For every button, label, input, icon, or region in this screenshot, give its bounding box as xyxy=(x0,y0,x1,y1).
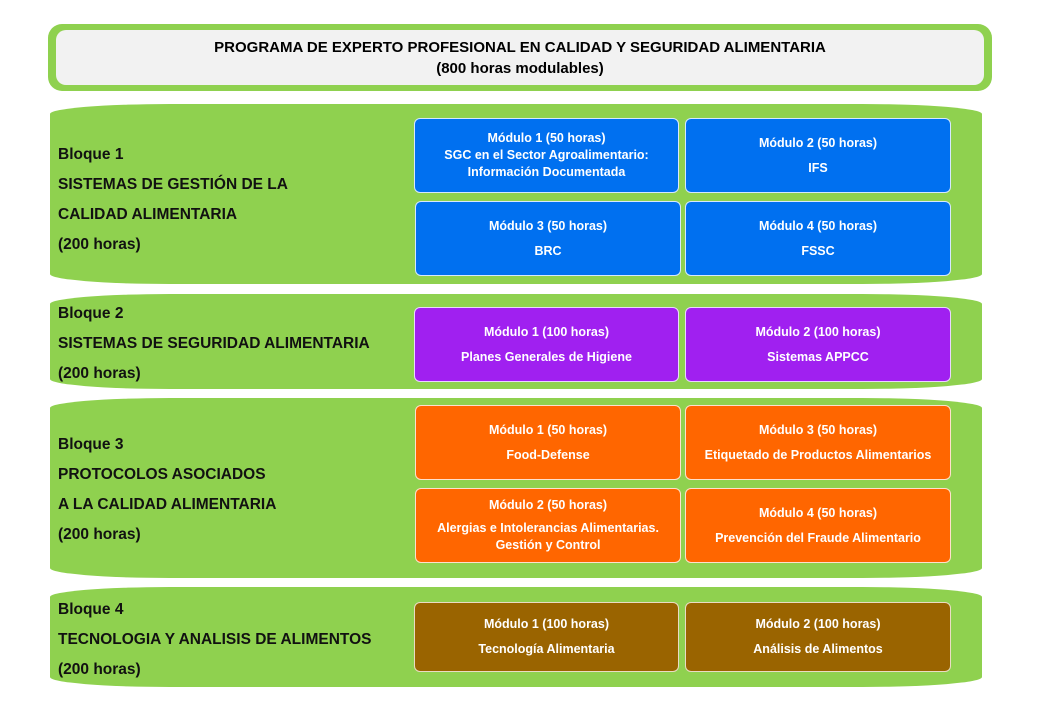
block-2-module-2 xyxy=(685,307,951,382)
module-title: Módulo 1 (50 horas) xyxy=(487,131,606,145)
module-desc: Gestión y Control xyxy=(495,538,601,552)
module-desc: Etiquetado de Productos Alimentarios xyxy=(704,447,932,462)
module-desc: Información Documentada xyxy=(467,165,626,179)
block-4-module-1 xyxy=(414,602,679,672)
block-1-label: Bloque 1 xyxy=(58,146,124,163)
module-desc: Food-Defense xyxy=(506,447,590,462)
module-desc: Análisis de Alimentos xyxy=(753,642,883,656)
block-4-hours: (200 horas) xyxy=(58,661,141,678)
module-title: Módulo 2 (50 horas) xyxy=(758,135,878,150)
module-desc: BRC xyxy=(534,243,562,258)
block-1-module-3 xyxy=(415,201,681,276)
program-title: PROGRAMA DE EXPERTO PROFESIONAL EN CALIDAD Y SEGURIDAD ALIMENTARIA xyxy=(214,38,826,56)
block-3-hours: (200 horas) xyxy=(58,526,141,543)
program-header-panel xyxy=(56,30,984,85)
block-2-hours: (200 horas) xyxy=(58,365,141,382)
block-2-title xyxy=(58,299,370,389)
module-desc: SGC en el Sector Agroalimentario: xyxy=(444,148,649,162)
block-3-module-1 xyxy=(415,405,681,480)
block-1-module-1 xyxy=(414,118,679,193)
block-3-module-4 xyxy=(685,488,951,563)
block-1-name-line: CALIDAD ALIMENTARIA xyxy=(58,206,238,223)
block-4 xyxy=(50,587,982,687)
module-desc: Prevención del Fraude Alimentario xyxy=(715,530,921,545)
block-4-label: Bloque 4 xyxy=(58,601,124,618)
block-1-hours: (200 horas) xyxy=(58,236,141,253)
module-desc: Tecnología Alimentaria xyxy=(478,642,615,656)
module-title: Módulo 1 (100 horas) xyxy=(483,324,610,339)
module-desc: Sistemas APPCC xyxy=(767,349,869,364)
block-3-module-2 xyxy=(415,488,681,563)
block-1 xyxy=(50,104,982,284)
block-2-label: Bloque 2 xyxy=(58,305,124,322)
block-4-module-2 xyxy=(685,602,951,672)
block-3-title xyxy=(58,430,276,550)
program-header xyxy=(48,24,992,91)
module-desc: FSSC xyxy=(801,243,835,258)
block-4-title xyxy=(58,595,371,685)
block-3-module-3 xyxy=(685,405,951,480)
module-title: Módulo 3 (50 horas) xyxy=(488,218,608,233)
block-3-name-line: PROTOCOLOS ASOCIADOS xyxy=(58,466,266,483)
block-1-title xyxy=(58,140,288,260)
module-title: Módulo 4 (50 horas) xyxy=(758,505,878,520)
module-title: Módulo 1 (50 horas) xyxy=(488,422,608,437)
block-1-module-4 xyxy=(685,201,951,276)
program-subtitle: (800 horas modulables) xyxy=(436,59,604,77)
block-3 xyxy=(50,398,982,578)
module-title: Módulo 2 (50 horas) xyxy=(488,498,608,512)
block-1-module-2 xyxy=(685,118,951,193)
block-2 xyxy=(50,294,982,389)
module-title: Módulo 2 (100 horas) xyxy=(755,617,881,631)
block-1-name-line: SISTEMAS DE GESTIÓN DE LA xyxy=(58,176,288,193)
module-title: Módulo 2 (100 horas) xyxy=(755,324,881,339)
module-desc: IFS xyxy=(808,160,828,175)
module-title: Módulo 4 (50 horas) xyxy=(758,218,878,233)
module-title: Módulo 3 (50 horas) xyxy=(758,422,878,437)
block-2-module-1 xyxy=(414,307,679,382)
block-3-label: Bloque 3 xyxy=(58,436,124,453)
block-3-name-line: A LA CALIDAD ALIMENTARIA xyxy=(58,496,277,513)
module-title: Módulo 1 (100 horas) xyxy=(483,617,610,631)
module-desc: Alergias e Intolerancias Alimentarias. xyxy=(437,521,659,535)
block-4-name-line: TECNOLOGIA Y ANALISIS DE ALIMENTOS xyxy=(58,631,372,648)
module-desc: Planes Generales de Higiene xyxy=(461,349,632,364)
block-2-name-line: SISTEMAS DE SEGURIDAD ALIMENTARIA xyxy=(58,335,370,352)
